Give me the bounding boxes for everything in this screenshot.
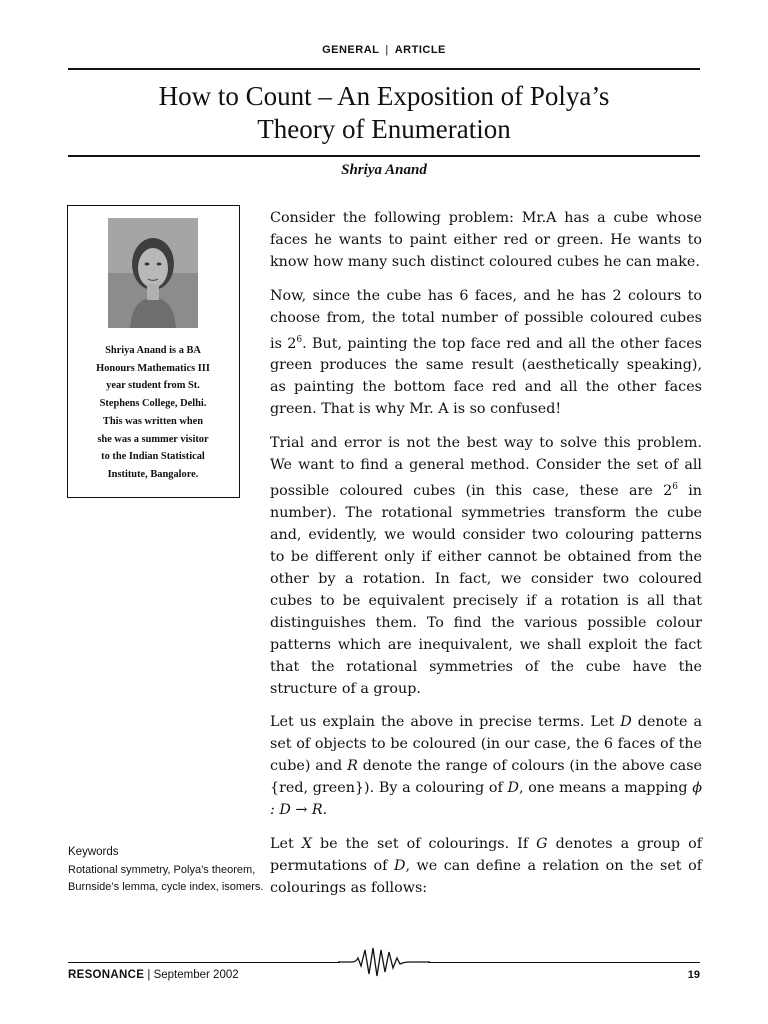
text: , we can define a relation on the set of colourings as follows: — [270, 857, 702, 896]
bio-line: Shriya Anand is a BA — [105, 345, 201, 356]
title-rule — [68, 155, 700, 157]
bio-line: year student from St. — [106, 380, 200, 392]
author-bio-text — [74, 342, 232, 484]
text: denote a set of objects to be coloured (in our case, the 6 faces of the cube) and — [270, 714, 703, 775]
paragraph-4 — [270, 711, 702, 821]
paragraph-3-text-b: in number). The rotational symmetries transform the cube and, evidently, we would consider two colouring patterns to be different only if either cannot be obtained from the other by a rotation. In fact, we consider two coloured cubes to be equivalent precisely if a rotation is all that distinguishes them. To find the various possible colour patterns which are inequivalent, we shall exploit the fact that the rotational symmetries of the cube have the structure of a group. — [270, 482, 702, 697]
text: denotes a group of permutations of — [270, 835, 702, 874]
text: , one means a mapping — [518, 780, 693, 797]
author-photo-image — [108, 218, 198, 328]
footer-rule-left — [68, 962, 340, 963]
article-body — [270, 207, 702, 910]
journal-name: RESONANCE — [68, 969, 145, 981]
paragraph-2 — [270, 285, 702, 421]
exponent: 6 — [672, 481, 678, 492]
page-number: 19 — [687, 969, 700, 981]
math-var: X — [301, 835, 312, 852]
paragraph-3 — [270, 432, 702, 700]
article-type-label: ARTICLE — [394, 44, 446, 56]
article-title — [68, 80, 700, 146]
paragraph-1: Consider the following problem: Mr.A has a cube whose faces he wants to paint either red or green. He wants to know how many such distinct coloured cubes he can make. — [270, 210, 702, 270]
math-mapping: ϕ : D → R — [270, 780, 702, 819]
text: . — [322, 802, 328, 819]
author-bio-box — [67, 205, 240, 498]
bio-line: This was written when — [102, 415, 204, 427]
text: Let — [270, 835, 302, 852]
bio-line: to the Indian Statistical — [101, 451, 205, 463]
footer-journal — [68, 969, 239, 981]
math-var: D — [393, 857, 406, 874]
bio-line: Stephens College, Delhi. — [99, 398, 207, 410]
title-line-1: How to Count – An Exposition of Polya’s — [158, 81, 610, 111]
title-line-2: Theory of Enumeration — [257, 114, 511, 144]
keywords-text: Rotational symmetry, Polya’s theorem, Burnside’s lemma, cycle index, isomers. — [68, 863, 264, 893]
header-separator: | — [385, 44, 389, 56]
footer-separator: | — [147, 969, 151, 981]
exponent: 6 — [296, 334, 303, 345]
math-var: D — [507, 780, 519, 797]
issue-date: September 2002 — [153, 969, 239, 981]
math-var: D — [620, 714, 632, 731]
bio-line: she was a summer visitor — [97, 433, 209, 445]
text: be the set of colourings. If — [311, 835, 537, 852]
text: denote the range of colours (in the above case {red, green}). By a colouring of — [270, 758, 702, 797]
top-rule — [68, 68, 700, 70]
keywords-heading: Keywords — [68, 846, 119, 858]
bio-line: Institute, Bangalore. — [107, 468, 199, 480]
paragraph-2-text-b: . But, painting the top face red and all the other faces green produces the same result (aesthetically speaking), as painting the bottom face red and all the other faces green. That is why Mr. A is so confused! — [270, 335, 702, 418]
math-var: G — [536, 835, 548, 852]
section-label: GENERAL — [322, 44, 380, 56]
paragraph-3-text-a: Trial and error is not the best way to solve this problem. We want to find a general method. Consider the set of all possible coloured cubes (in this case, these are 2 — [270, 434, 702, 499]
math-var: R — [347, 758, 358, 775]
footer-rule-right — [428, 962, 700, 963]
resonance-wave-icon — [338, 944, 430, 980]
bio-line: Honours Mathematics III — [96, 362, 210, 374]
page-header — [0, 44, 768, 56]
author-photo — [108, 218, 198, 328]
text: Let us explain the above in precise terms. Let — [270, 714, 621, 731]
paragraph-5 — [270, 833, 702, 899]
paragraph-2-text-a: Now, since the cube has 6 faces, and he has 2 colours to choose from, the total number of possible coloured cubes is 2 — [270, 287, 702, 352]
keywords-box — [68, 844, 268, 897]
author-name: Shriya Anand — [341, 162, 427, 178]
